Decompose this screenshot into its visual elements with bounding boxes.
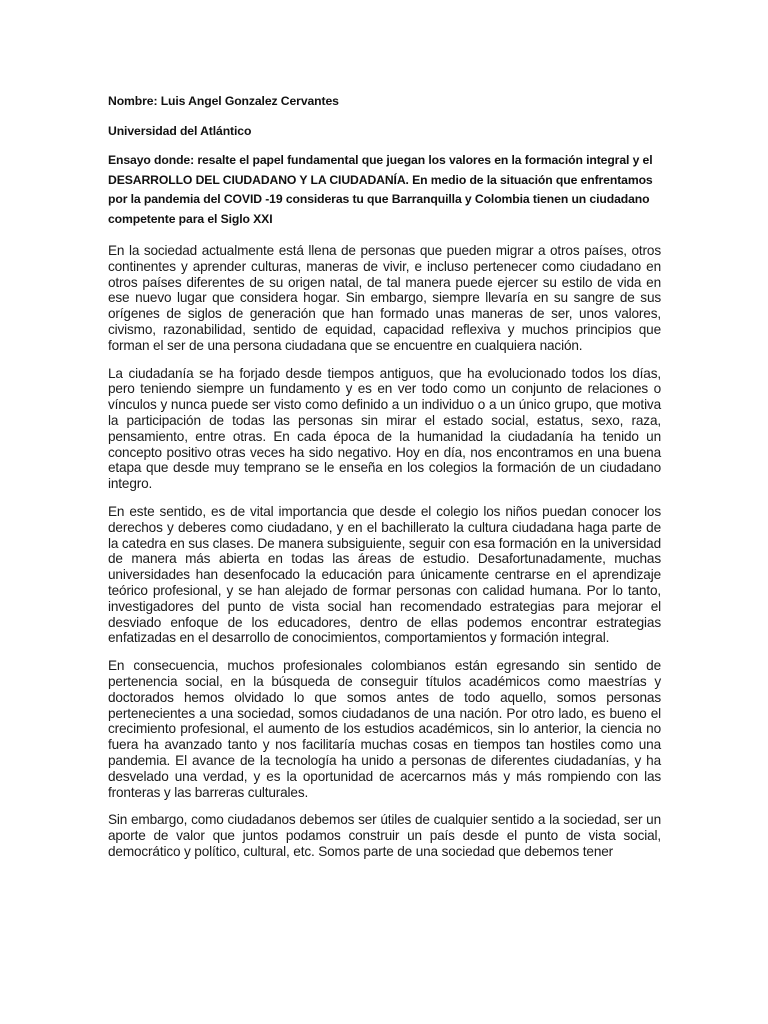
university-name: Universidad del Atlántico — [108, 123, 252, 138]
body-paragraph: En este sentido, es de vital importancia que desde el colegio los niños puedan conocer los derechos y deberes como ciudadano, y en el bachillerato la cultura ciudadana haga parte de la catedra en sus clases. De manera subsiguiente, seguir con esa formación en la universidad de manera más abierta en todas las áreas de estudio. Desafortunadamente, muchas universidades han desenfocado la educación para únicamente centrarse en el aprendizaje teórico profesional, y se han alejado de formar personas con calidad humana. Por lo tanto, investigadores del punto de vista social han recomendado estrategias para mejorar el desviado enfoque de los educadores, dentro de ellas podemos encontrar estrategias enfatizadas en el desarrollo de conocimientos, comportamientos y formación integral. — [108, 503, 661, 646]
body-paragraph: La ciudadanía se ha forjado desde tiempos antiguos, que ha evolucionado todos los días, pero teniendo siempre un fundamento y es en ver todo como un conjunto de relaciones o vínculos y nunca puede ser visto como definido a un individuo o a un único grupo, que motiva la participación de todas las personas sin mirar el estado social, estatus, sexo, raza, pensamiento, entre otras. En cada época de la humanidad la ciudadanía ha tenido un concepto positivo otras veces ha sido negativo. Hoy en día, nos encontramos en una buena etapa que desde muy temprano se le enseña en los colegios la formación de un ciudadano integro. — [108, 365, 661, 492]
essay-prompt: Ensayo donde: resalte el papel fundamental que juegan los valores en la formación integral y el DESARROLLO DEL CIUDADANO Y LA CIUDADANÍA. En medio de la situación que enfrentamos por la pandemia del COVID -19 consideras tu que Barranquilla y Colombia tienen un ciudadano competente para el Siglo XXI — [108, 153, 653, 226]
document-content — [108, 92, 661, 860]
author-name: Nombre: Luis Angel Gonzalez Cervantes — [108, 94, 339, 108]
body-paragraph: En consecuencia, muchos profesionales colombianos están egresando sin sentido de pertenencia social, en la búsqueda de conseguir títulos académicos como maestrías y doctorados hemos olvidado lo que somos antes de todo aquello, somos personas pertenecientes a una sociedad, somos ciudadanos de una nación. Por otro lado, es bueno el crecimiento profesional, el aumento de los estudios académicos, sin lo anterior, la ciencia no fuera ha avanzado tanto y nos facilitaría muchas cosas en tiempos tan hostiles como una pandemia. El avance de la tecnología ha unido a personas de diferentes ciudadanías, y ha desvelado una verdad, y es la oportunidad de acercarnos más y más rompiendo con las fronteras y las barreras culturales. — [108, 658, 661, 800]
body-paragraph: Sin embargo, como ciudadanos debemos ser útiles de cualquier sentido a la sociedad, ser un aporte de valor que juntos podamos construir un país desde el punto de vista social, democrático y político, cultural, etc. Somos parte de una sociedad que debemos tener — [108, 812, 661, 859]
body-paragraph: En la sociedad actualmente está llena de personas que pueden migrar a otros países, otros continentes y aprender culturas, maneras de vivir, e incluso pertenecer como ciudadano en otros países diferentes de su origen natal, de tal manera puede ejercer su estilo de vida en ese nuevo lugar que considera hogar. Sin embargo, siempre llevaría en su sangre de sus orígenes de siglos de generación que han formado unas maneras de ser, unos valores, civismo, razonabilidad, sentido de equidad, capacidad reflexiva y muchos principios que forman el ser de una persona ciudadana que se encuentre en cualquiera nación. — [108, 243, 661, 353]
